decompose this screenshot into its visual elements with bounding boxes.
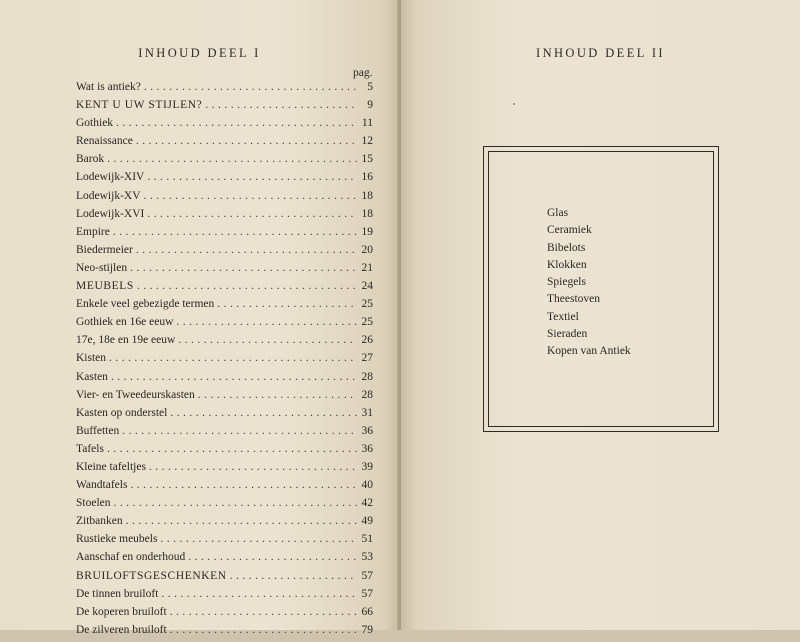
dot-leader: [113, 117, 357, 129]
toc-entry-page: 39: [361, 460, 373, 473]
toc-part-2-item: Spiegels: [547, 276, 586, 289]
toc-entry-title: Lodewijk-XIV: [76, 171, 145, 184]
toc-entry-title: De zilveren bruiloft: [76, 623, 167, 636]
dot-leader: [214, 298, 357, 310]
dot-leader: [146, 461, 357, 473]
toc-entry-page: 18: [361, 189, 373, 202]
toc-part-2-item: Textiel: [547, 310, 579, 323]
table-of-contents-part-2: [547, 207, 631, 363]
dot-leader: [227, 570, 357, 582]
toc-entry-title: Gothiek en 16e eeuw: [76, 316, 174, 329]
toc-entry-title: Rustieke meubels: [76, 533, 158, 546]
toc-entry: [76, 497, 373, 515]
dot-leader: [104, 153, 357, 165]
dot-leader: [202, 99, 357, 111]
toc-entry-title: Buffetten: [76, 424, 120, 437]
dot-leader: [167, 407, 357, 419]
toc-entry-page: 31: [361, 406, 373, 419]
toc-entry-title: Kleine tafeltjes: [76, 460, 146, 473]
table-of-contents-part-1: [76, 81, 373, 642]
toc-entry-title: Empire: [76, 225, 110, 238]
toc-entry-page: 27: [361, 352, 373, 365]
toc-entry-page: 28: [361, 388, 373, 401]
dot-leader: [175, 334, 357, 346]
toc-entry-page: 16: [361, 171, 373, 184]
toc-entry: [76, 624, 373, 642]
dot-leader: [141, 81, 357, 93]
dot-leader: [127, 479, 357, 491]
paper-speck: [513, 103, 515, 105]
toc-entry-title: KENT U UW STIJLEN?: [76, 99, 203, 112]
toc-entry: [76, 262, 373, 280]
dot-leader: [173, 316, 357, 328]
toc-entry-title: Kasten: [76, 370, 108, 383]
dot-leader: [144, 208, 357, 220]
toc-part-2-item: Theestoven: [547, 293, 601, 306]
toc-entry-page: 57: [361, 587, 373, 600]
toc-entry: [76, 606, 373, 624]
toc-entry: [76, 208, 373, 226]
toc-part-2-item: Sieraden: [547, 328, 588, 341]
dot-leader: [110, 226, 357, 238]
dot-leader: [106, 352, 357, 364]
toc-entry: [76, 371, 373, 389]
toc-entry-page: 79: [361, 623, 373, 636]
toc-entry-page: 53: [361, 551, 373, 564]
toc-part-2-item: Ceramiek: [547, 224, 592, 237]
toc-entry-title: Kasten op onderstel: [76, 406, 168, 419]
dot-leader: [134, 280, 357, 292]
toc-entry-title: Lodewijk-XVI: [76, 207, 145, 220]
dot-leader: [167, 606, 357, 618]
toc-entry: [76, 588, 373, 606]
toc-entry: [76, 570, 373, 588]
toc-entry-title: Aanschaf en onderhoud: [76, 551, 186, 564]
toc-entry: [76, 352, 373, 370]
toc-entry-page: 11: [361, 117, 373, 130]
toc-entry: [76, 515, 373, 533]
toc-entry: [76, 461, 373, 479]
dot-leader: [127, 262, 357, 274]
left-page: [0, 0, 399, 636]
toc-part-2-item: Glas: [547, 207, 569, 219]
toc-entry-page: 19: [361, 225, 373, 238]
left-page-heading: INHOUD DEEL I: [138, 46, 261, 60]
toc-entry-title: MEUBELS: [76, 280, 134, 293]
toc-entry: [76, 99, 373, 117]
dot-leader: [157, 533, 357, 545]
dot-leader: [158, 588, 357, 600]
toc-entry-page: 36: [361, 442, 373, 455]
toc-entry-title: Barok: [76, 153, 105, 166]
toc-entry-title: De tinnen bruiloft: [76, 587, 159, 600]
toc-entry: [76, 117, 373, 135]
toc-entry-page: 9: [367, 99, 373, 112]
dot-leader: [133, 135, 357, 147]
toc-entry-page: 57: [361, 569, 373, 582]
right-page-heading: INHOUD DEEL II: [536, 46, 665, 60]
toc-entry-page: 5: [367, 81, 373, 93]
toc-entry-title: Biedermeier: [76, 243, 133, 256]
dot-leader: [141, 190, 357, 202]
toc-entry-page: 15: [361, 153, 373, 166]
page-column-label: pag.: [353, 67, 373, 79]
toc-entry-title: Kisten: [76, 352, 107, 365]
toc-entry-page: 66: [361, 605, 373, 618]
toc-entry: [76, 280, 373, 298]
toc-entry-page: 28: [361, 370, 373, 383]
toc-entry-title: Wandtafels: [76, 479, 128, 492]
toc-entry-title: De koperen bruiloft: [76, 605, 167, 618]
dot-leader: [111, 497, 358, 509]
toc-entry-page: 51: [361, 533, 373, 546]
toc-entry-page: 36: [361, 424, 373, 437]
toc-entry-title: Gothiek: [76, 117, 114, 130]
toc-entry-title: Renaissance: [76, 135, 133, 148]
toc-entry-title: Stoelen: [76, 497, 111, 510]
toc-entry: [76, 407, 373, 425]
dot-leader: [195, 389, 357, 401]
dot-leader: [104, 443, 357, 455]
toc-entry-title: 17e, 18e en 19e eeuw: [76, 334, 176, 347]
toc-entry-title: BRUILOFTSGESCHENKEN: [76, 569, 227, 582]
toc-entry-page: 49: [361, 515, 373, 528]
toc-entry-page: 26: [361, 334, 373, 347]
toc-entry: [76, 298, 373, 316]
toc-entry-title: Neo-stijlen: [76, 261, 128, 274]
toc-entry: [76, 171, 373, 189]
toc-entry: [76, 551, 373, 569]
dot-leader: [144, 171, 357, 183]
toc-entry: [76, 479, 373, 497]
toc-entry: [76, 425, 373, 443]
toc-entry-page: 24: [361, 280, 373, 293]
toc-entry: [76, 153, 373, 171]
toc-entry: [76, 244, 373, 262]
toc-entry-page: 25: [361, 298, 373, 311]
toc-entry-page: 20: [361, 243, 373, 256]
toc-part-2-item: Kopen van Antiek: [547, 345, 631, 358]
toc-entry: [76, 226, 373, 244]
toc-entry: [76, 316, 373, 334]
toc-entry-page: 40: [361, 479, 373, 492]
toc-entry-page: 12: [361, 135, 373, 148]
toc-entry: [76, 533, 373, 551]
dot-leader: [108, 371, 357, 383]
toc-entry-title: Zitbanken: [76, 515, 123, 528]
dot-leader: [133, 244, 357, 256]
dot-leader: [185, 551, 357, 563]
toc-entry-page: 21: [361, 261, 373, 274]
toc-entry-title: Wat is antiek?: [76, 81, 141, 93]
toc-part-2-item: Klokken: [547, 258, 587, 271]
toc-entry: [76, 135, 373, 153]
toc-entry-title: Lodewijk-XV: [76, 189, 141, 202]
toc-entry-title: Enkele veel gebezigde termen: [76, 298, 215, 311]
dot-leader: [123, 515, 357, 527]
toc-entry-page: 18: [361, 207, 373, 220]
toc-entry: [76, 389, 373, 407]
toc-entry-page: 25: [361, 316, 373, 329]
toc-entry: [76, 190, 373, 208]
toc-entry-title: Vier- en Tweedeurskasten: [76, 388, 195, 401]
toc-entry-page: 42: [361, 497, 373, 510]
toc-entry: [76, 443, 373, 461]
toc-entry: [76, 81, 373, 99]
dot-leader: [119, 425, 357, 437]
toc-entry: [76, 334, 373, 352]
toc-part-2-item: Bibelots: [547, 241, 586, 254]
toc-entry-title: Tafels: [76, 442, 104, 455]
